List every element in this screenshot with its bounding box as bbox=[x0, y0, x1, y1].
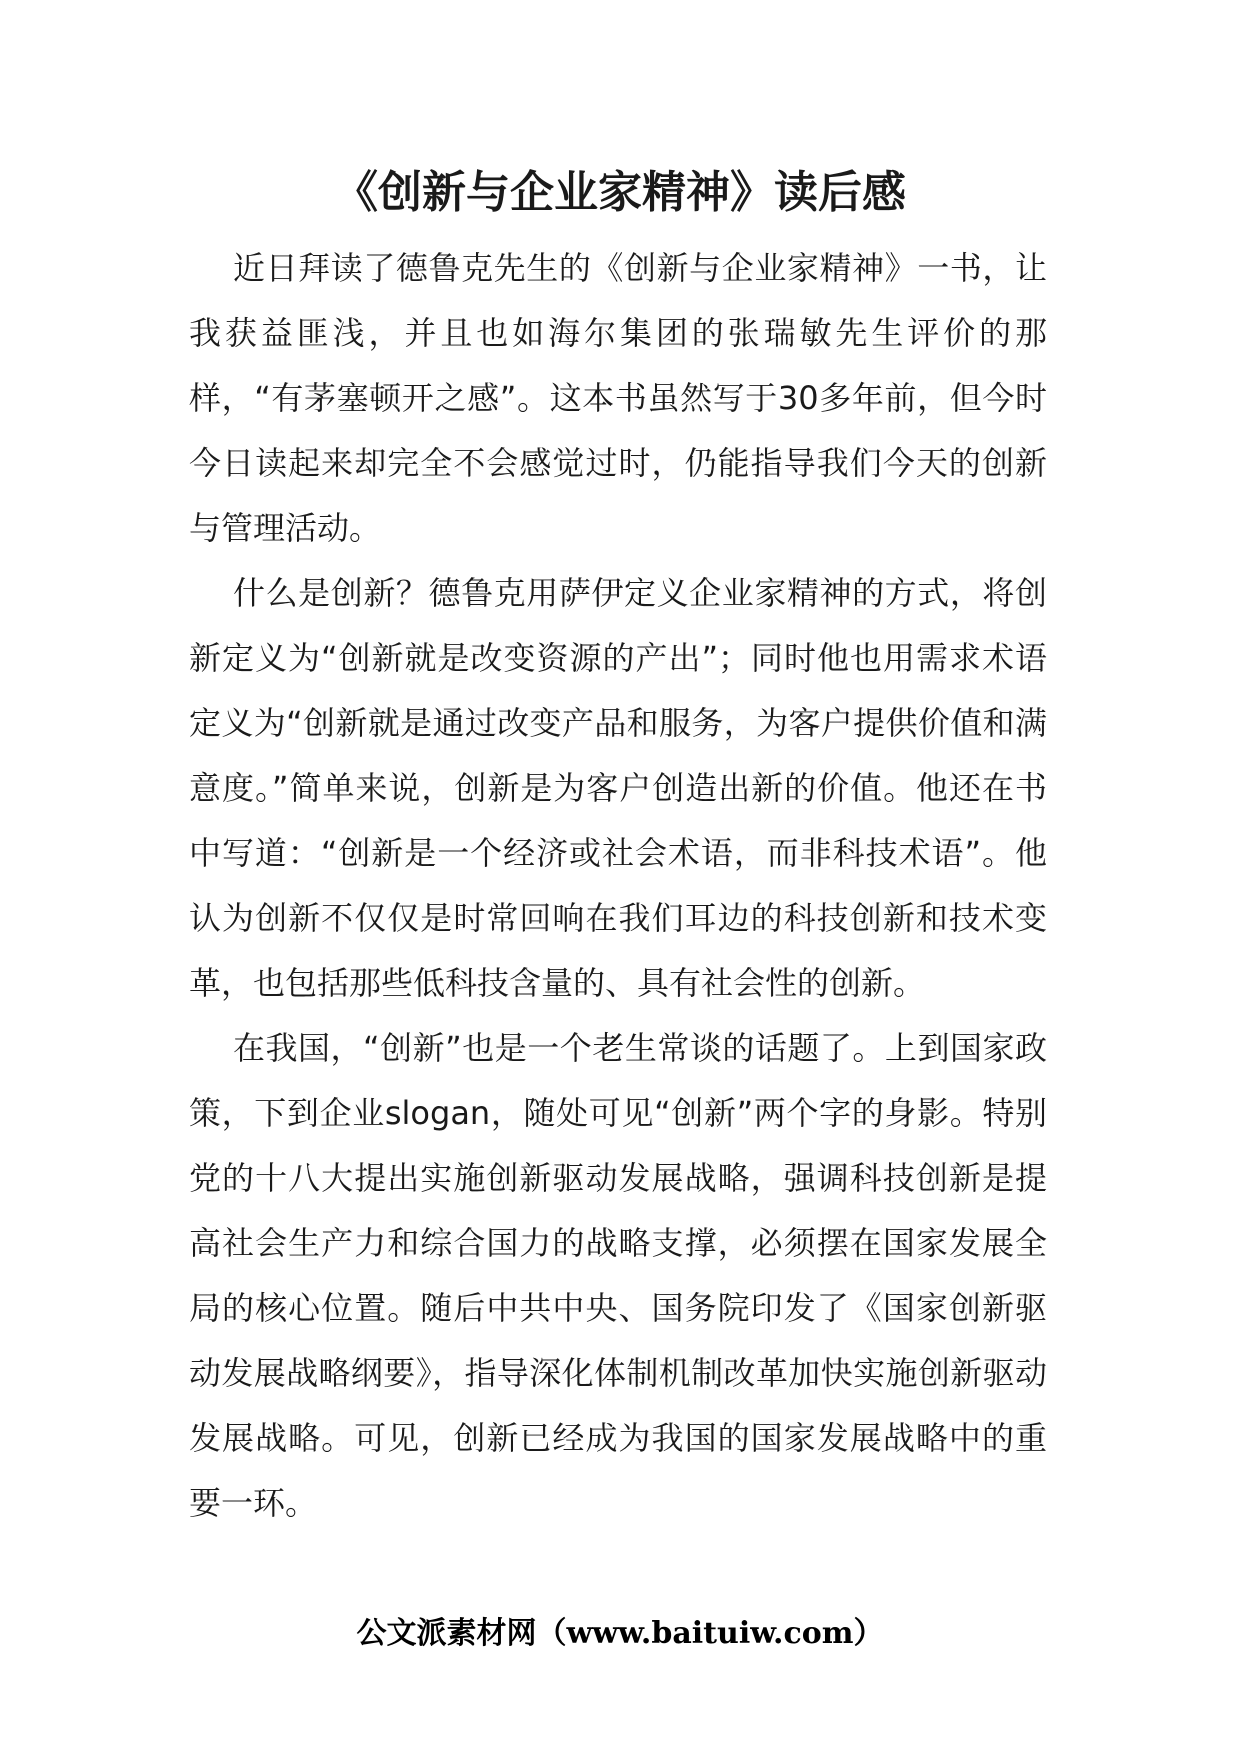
paragraph: 什么是创新？德鲁克用萨伊定义企业家精神的方式，将创新定义为“创新就是改变资源的产出”；同时他也用需求术语定义为“创新就是通过改变产品和服务，为客户提供价值和满意度。”简单来说，创新是为客户创造出新的价值。他还在书中写道：“创新是一个经济或社会术语，而非科技术语”。他认为创新不仅仅是时常回响在我们耳边的科技创新和技术变革，也包括那些低科技含量的、具有社会性的创新。 bbox=[189, 574, 1047, 1002]
document-body bbox=[189, 236, 1047, 1536]
footer-source: 公文派素材网（www.baituiw.com） bbox=[356, 1616, 884, 1651]
document-title: 《创新与企业家精神》读后感 bbox=[334, 167, 906, 218]
paragraph: 在我国，“创新”也是一个老生常谈的话题了。上到国家政策，下到企业slogan，随处可见“创新”两个字的身影。特别党的十八大提出实施创新驱动发展战略，强调科技创新是提高社会生产力和综合国力的战略支撑，必须摆在国家发展全局的核心位置。随后中共中央、国务院印发了《国家创新驱动发展战略纲要》，指导深化体制机制改革加快实施创新驱动发展战略。可见，创新已经成为我国的国家发展战略中的重要一环。 bbox=[189, 1029, 1047, 1522]
paragraph: 近日拜读了德鲁克先生的《创新与企业家精神》一书，让我获益匪浅，并且也如海尔集团的张瑞敏先生评价的那样，“有茅塞顿开之感”。这本书虽然写于30多年前，但今时今日读起来却完全不会感觉过时，仍能指导我们今天的创新与管理活动。 bbox=[189, 249, 1047, 547]
